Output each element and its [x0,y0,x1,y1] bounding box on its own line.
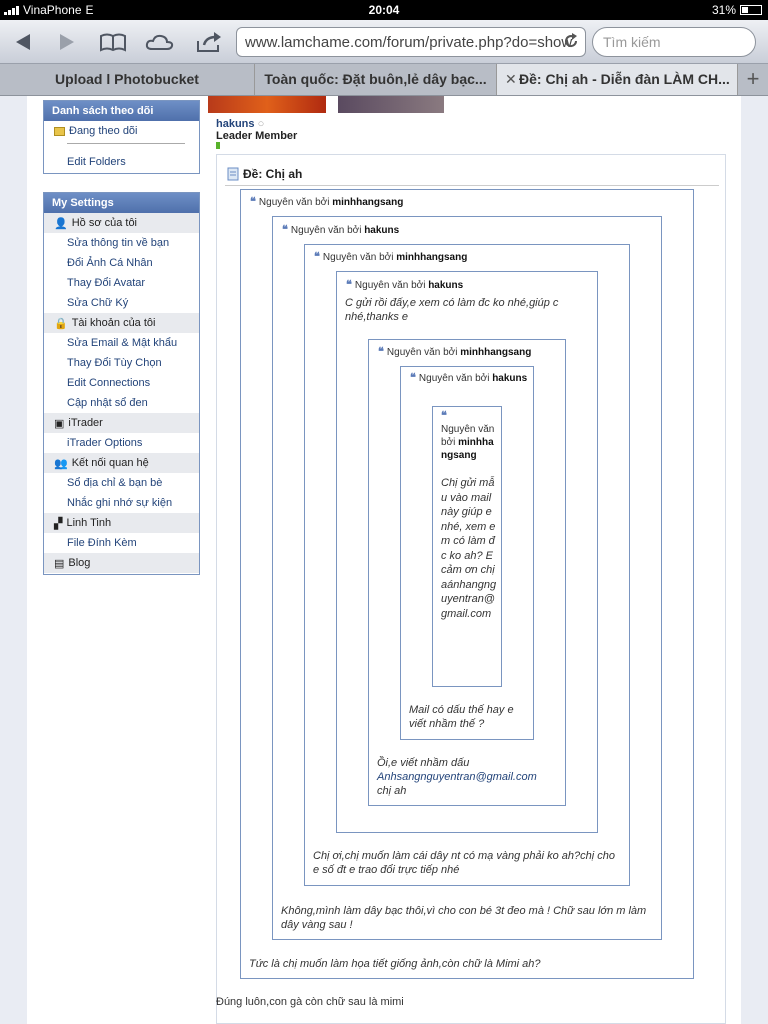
tab-label: Đề: Chị ah - Diễn đàn LÀM CH... [519,71,730,87]
ignore-list-link[interactable]: Cập nhật sổ đen [67,397,148,409]
share-icon [196,31,222,53]
group-label: iTrader [68,417,103,429]
group-label: Hồ sơ của tôi [71,217,137,229]
clock: 20:04 [368,3,400,17]
forward-button[interactable] [52,28,82,56]
battery [712,3,762,17]
quote-prefix: Nguyên văn bởi [418,373,490,384]
icloud-tabs-button[interactable] [145,28,175,56]
quote-header [250,195,403,208]
signature-image-1 [208,96,326,113]
tab-toan-quoc[interactable]: Toàn quốc: Đặt buôn,lẻ dây bạc... [255,64,497,95]
divider [67,143,185,144]
follow-title: Danh sách theo dõi [44,101,199,121]
quote-author[interactable]: minhhangsang [460,347,532,358]
book-icon [99,32,127,52]
quote-author[interactable]: minhhangsang [332,197,404,208]
quote-author[interactable]: hakuns [364,225,400,236]
carrier-name: VinaPhone [23,3,82,17]
tab-active-thread[interactable] [497,64,738,95]
share-button[interactable] [194,28,224,56]
new-tab-button[interactable]: + [746,66,760,91]
quote-icon: ❝ [250,196,256,208]
quote-prefix: Nguyên văn bởi [441,424,495,448]
quote-text: C gửi rồi đấy,e xem có làm đc ko nhé,giúp c nhé,thanks e [345,297,559,323]
lock-icon: 🔒 [54,317,68,330]
blog-icon: ▤ [54,557,65,570]
quote-icon: ❝ [346,279,352,291]
document-icon [227,167,239,181]
quote-text-line: chị ah [377,785,407,797]
edit-profile-link[interactable]: Sửa thông tin về bạn [67,237,170,249]
tab-photobucket[interactable]: Upload l Photobucket [0,64,255,95]
quote-header [314,250,467,263]
close-tab-icon[interactable]: ✕ [505,71,517,87]
status-bar [0,0,768,20]
quote-icon: ❝ [282,224,288,236]
group-label: Linh Tinh [66,517,112,529]
change-picture-link[interactable]: Đổi Ảnh Cá Nhân [67,257,153,269]
quote-text: Chị gửi mẫu vào mail này giúp e nhé, xem em có làm đc ko ah? E cảm ơn chị aánhangnguyentran@gmail.com [441,477,497,620]
attachments-link[interactable]: File Đính Kèm [67,537,137,549]
user-title: Leader Member [216,130,298,142]
puzzle-icon: ▞ [54,517,63,530]
misc-group [44,513,199,533]
username-link[interactable] [216,118,264,130]
itrader-icon: ▣ [54,417,65,430]
quote-icon: ❝ [441,410,447,422]
quote-text [377,756,557,798]
reload-icon [563,33,579,49]
edit-email-link[interactable]: Sửa Email & Mật khẩu [67,337,178,349]
quote-text-line: Ồi,e viết nhầm dấu [377,757,470,769]
back-arrow-icon [14,32,32,52]
group-label: Blog [68,557,91,569]
address-book-link[interactable]: Sổ địa chỉ & bạn bè [67,477,163,489]
quote-prefix: Nguyên văn bởi [290,225,362,236]
follow-box [43,100,200,174]
account-group [44,313,199,333]
battery-icon [740,5,762,15]
title-divider [225,185,719,186]
forward-arrow-icon [58,32,76,52]
bookmarks-button[interactable] [98,28,128,56]
change-avatar-link[interactable]: Thay Đổi Avatar [67,277,146,289]
username-text: hakuns [216,118,255,130]
tab-bar [0,64,768,96]
quote-icon: ❝ [410,372,416,384]
quote-header [282,223,399,236]
itrader-options-link[interactable]: iTrader Options [67,437,143,449]
quote-icon: ❝ [378,346,384,358]
reply-text: Đúng luôn,con gà còn chữ sau là mimi [216,996,404,1008]
quote-text: Tức là chị muốn làm họa tiết giống ảnh,còn chữ là Mimi ah? [249,958,541,970]
following-link[interactable] [44,121,199,141]
edit-connections-link[interactable]: Edit Connections [67,377,151,389]
post-title [227,167,302,181]
quote-text: Chị ơi,chị muốn làm cái dây nt có mạ vàng phải ko ah?chị cho e số đt e trao đổi trực tiếp nhé [313,850,615,876]
quote-author[interactable]: hakuns [492,373,528,384]
contacts-group [44,453,199,473]
search-input[interactable]: Tìm kiếm [592,27,756,57]
quote-author[interactable]: minhhangsang [396,252,468,263]
quote-author[interactable]: minhhangsang [441,437,494,461]
itrader-group [44,413,199,433]
person-icon: 👤 [54,217,68,230]
group-label: Tài khoản của tôi [71,317,156,329]
group-label: Kết nối quan hệ [71,457,149,469]
quote-header [410,372,528,385]
signature-image-2 [338,96,444,113]
quote-author[interactable]: hakuns [428,280,464,291]
settings-title: My Settings [44,193,199,213]
edit-signature-link[interactable]: Sửa Chữ Ký [67,297,129,309]
quote-prefix: Nguyên văn bởi [258,197,330,208]
cloud-icon [145,32,175,52]
reminders-link[interactable]: Nhắc ghi nhớ sự kiện [67,497,173,509]
back-button[interactable] [8,28,38,56]
quote-header [441,410,497,462]
edit-folders-link[interactable]: Edit Folders [67,156,126,168]
quote-icon: ❝ [314,251,320,263]
quote-header [346,278,463,291]
reputation-bar [216,142,220,149]
browser-toolbar [0,20,768,64]
quote-prefix: Nguyên văn bởi [354,280,426,291]
folder-icon [54,127,65,136]
profile-group [44,213,199,233]
post-title-text: Đề: Chị ah [243,167,303,181]
settings-box [43,192,200,575]
quote-text: Mail có dấu thế hay e viết nhầm thế ? [409,704,514,730]
address-bar[interactable] [236,27,586,57]
following-label: Đang theo dõi [69,125,138,137]
quote-text: Không,mình làm dây bạc thôi,vì cho con bé 3t đeo mà ! Chữ sau lớn m làm dây vàng sau ! [281,905,647,931]
blog-group[interactable] [44,553,199,573]
quote-prefix: Nguyên văn bởi [322,252,394,263]
edit-options-link[interactable]: Thay Đổi Tùy Chọn [67,357,162,369]
network-type: E [85,3,94,17]
email-link[interactable]: Anhsangnguyentran@gmail.com [377,771,537,783]
offline-icon: ○ [257,118,265,130]
quote-header [378,345,531,358]
reload-button[interactable] [563,33,579,53]
people-icon: 👥 [54,457,68,470]
quote-prefix: Nguyên văn bởi [386,347,458,358]
url-text: www.lamchame.com/forum/private.php?do=show [245,34,573,51]
battery-percent: 31% [711,3,736,17]
